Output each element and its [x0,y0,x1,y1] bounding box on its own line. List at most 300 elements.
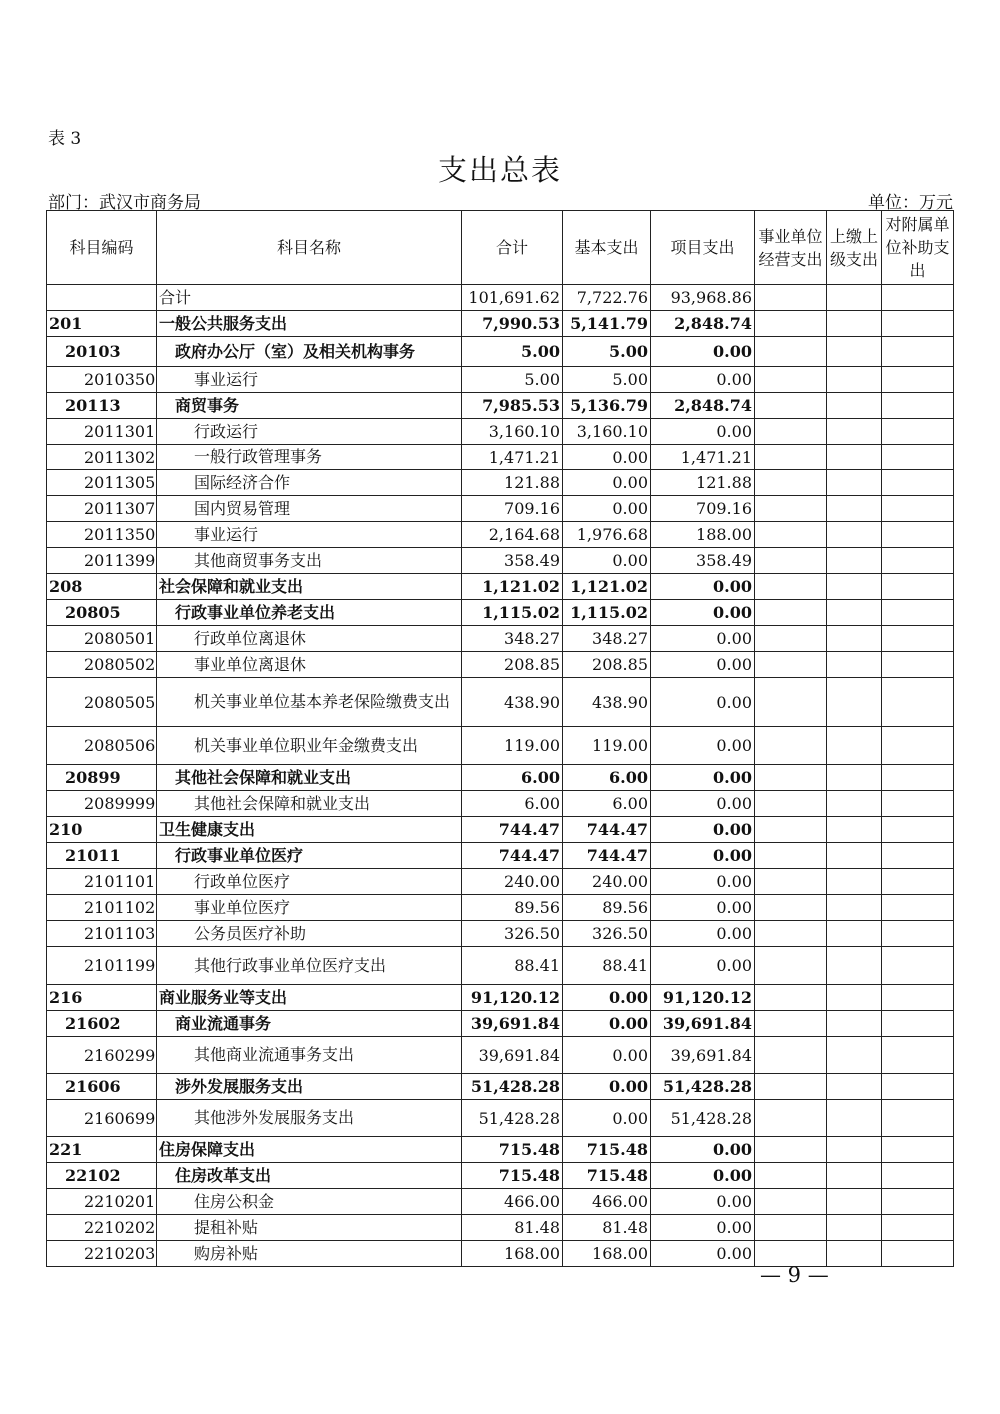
cell-code: 2080506 [47,727,157,765]
cell-business [755,1011,827,1037]
cell-total: 709.16 [462,496,563,522]
cell-code: 20113 [47,393,157,419]
cell-business [755,600,827,626]
cell-business [755,419,827,445]
cell-total: 348.27 [462,626,563,652]
cell-name-text: 事业单位医疗 [194,897,291,917]
cell-project: 0.00 [651,1241,755,1267]
cell-business [755,626,827,652]
cell-basic: 744.47 [563,817,651,843]
table-row [47,1037,954,1074]
cell-subsidy [882,574,954,600]
col-header-basic: 基本支出 [563,211,651,285]
cell-project: 0.00 [651,869,755,895]
cell-business [755,869,827,895]
cell-remit [827,817,882,843]
cell-name-text: 一般行政管理事务 [194,447,323,466]
cell-total: 358.49 [462,548,563,574]
cell-remit [827,1074,882,1100]
cell-name [157,445,462,470]
cell-name-text: 提租补贴 [194,1217,259,1237]
cell-total: 89.56 [462,895,563,921]
cell-subsidy [882,921,954,947]
cell-remit [827,1189,882,1215]
cell-subsidy [882,522,954,548]
cell-project: 121.88 [651,470,755,496]
cell-code: 20805 [47,600,157,626]
cell-code: 2101103 [47,921,157,947]
cell-project: 1,471.21 [651,445,755,470]
cell-name [157,895,462,921]
cell-name-text: 购房补贴 [194,1243,259,1263]
cell-business [755,1189,827,1215]
cell-total: 7,990.53 [462,311,563,337]
cell-project: 0.00 [651,337,755,367]
table-row [47,445,954,470]
cell-name-text: 住房改革支出 [175,1165,272,1185]
cell-project: 0.00 [651,895,755,921]
cell-name-text: 公务员医疗补助 [194,923,307,943]
cell-name-text: 政府办公厅（室）及相关机构事务 [175,341,416,361]
cell-name [157,843,462,869]
table-row [47,311,954,337]
cell-remit [827,985,882,1011]
cell-business [755,367,827,393]
cell-code: 21606 [47,1074,157,1100]
cell-project: 51,428.28 [651,1100,755,1137]
table-header-row [47,211,954,285]
cell-business [755,1100,827,1137]
cell-total: 208.85 [462,652,563,678]
cell-remit [827,727,882,765]
cell-name-text: 住房保障支出 [159,1139,256,1159]
cell-remit [827,600,882,626]
table-label: 表 3 [48,129,82,149]
table-row [47,1189,954,1215]
cell-business [755,311,827,337]
cell-project: 0.00 [651,1137,755,1163]
col-header-total: 合计 [462,211,563,285]
cell-subsidy [882,1011,954,1037]
cell-project: 51,428.28 [651,1074,755,1100]
cell-subsidy [882,626,954,652]
cell-total: 715.48 [462,1163,563,1189]
cell-name-text: 其他社会保障和就业支出 [175,767,352,787]
cell-business [755,548,827,574]
cell-basic: 5.00 [563,337,651,367]
cell-name [157,947,462,985]
cell-business [755,1215,827,1241]
cell-code: 2011301 [47,419,157,445]
cell-project: 358.49 [651,548,755,574]
table-row [47,895,954,921]
unit-label: 单位：万元 [868,193,953,213]
cell-code: 2011302 [47,445,157,470]
cell-project: 0.00 [651,947,755,985]
cell-business [755,445,827,470]
cell-name-text: 其他社会保障和就业支出 [194,793,371,813]
cell-basic: 744.47 [563,843,651,869]
cell-code: 216 [47,985,157,1011]
cell-remit [827,843,882,869]
cell-project: 2,848.74 [651,393,755,419]
cell-name-text: 行政事业单位养老支出 [175,602,336,622]
cell-business [755,1037,827,1074]
cell-basic: 438.90 [563,678,651,727]
page-title: 支出总表 [437,153,562,187]
cell-business [755,791,827,817]
cell-project: 93,968.86 [651,285,755,311]
cell-name-text: 卫生健康支出 [159,819,256,839]
cell-code: 22102 [47,1163,157,1189]
cell-code: 208 [47,574,157,600]
cell-remit [827,1100,882,1137]
cell-code: 201 [47,311,157,337]
cell-name [157,985,462,1011]
cell-basic: 0.00 [563,548,651,574]
cell-subsidy [882,1163,954,1189]
cell-total: 5.00 [462,337,563,367]
cell-basic: 0.00 [563,1074,651,1100]
cell-code: 2010350 [47,367,157,393]
cell-remit [827,765,882,791]
cell-remit [827,1241,882,1267]
cell-total: 121.88 [462,470,563,496]
expenditure-table [46,210,954,1267]
cell-basic: 1,976.68 [563,522,651,548]
table-row [47,1163,954,1189]
cell-business [755,678,827,727]
cell-remit [827,895,882,921]
cell-total: 438.90 [462,678,563,727]
cell-business [755,1137,827,1163]
cell-name [157,548,462,574]
cell-business [755,947,827,985]
table-row [47,496,954,522]
cell-business [755,1074,827,1100]
cell-project: 0.00 [651,843,755,869]
cell-name-text: 国际经济合作 [194,472,291,492]
cell-total: 6.00 [462,791,563,817]
cell-remit [827,869,882,895]
cell-name [157,574,462,600]
cell-total: 326.50 [462,921,563,947]
cell-basic: 6.00 [563,791,651,817]
table-row [47,921,954,947]
cell-name [157,921,462,947]
cell-subsidy [882,1215,954,1241]
table-row [47,574,954,600]
table-row [47,727,954,765]
cell-name-text: 机关事业单位职业年金缴费支出 [194,735,419,755]
cell-project: 0.00 [651,791,755,817]
cell-basic: 1,121.02 [563,574,651,600]
cell-basic: 0.00 [563,445,651,470]
cell-name-text: 社会保障和就业支出 [159,576,304,596]
cell-name [157,765,462,791]
cell-subsidy [882,1137,954,1163]
cell-total: 39,691.84 [462,1011,563,1037]
cell-name [157,522,462,548]
cell-business [755,921,827,947]
cell-name-text: 商业流通事务 [175,1013,272,1033]
cell-name-text: 其他商贸事务支出 [194,550,323,570]
cell-project: 0.00 [651,1163,755,1189]
cell-name [157,1037,462,1074]
cell-name-text: 行政单位离退休 [194,628,307,648]
cell-name-text: 国内贸易管理 [194,498,291,518]
cell-code: 221 [47,1137,157,1163]
cell-business [755,470,827,496]
cell-name [157,600,462,626]
cell-code: 2101102 [47,895,157,921]
cell-basic: 326.50 [563,921,651,947]
cell-basic: 81.48 [563,1215,651,1241]
cell-business [755,985,827,1011]
cell-basic: 0.00 [563,1011,651,1037]
cell-total: 51,428.28 [462,1100,563,1137]
cell-name [157,496,462,522]
cell-remit [827,678,882,727]
cell-remit [827,791,882,817]
cell-name [157,727,462,765]
cell-total: 51,428.28 [462,1074,563,1100]
cell-name [157,1100,462,1137]
col-header-project: 项目支出 [651,211,755,285]
cell-subsidy [882,393,954,419]
cell-name-text: 行政单位医疗 [194,871,291,891]
table-row [47,1011,954,1037]
cell-subsidy [882,869,954,895]
cell-name-text: 商业服务业等支出 [159,987,288,1007]
table-row [47,1074,954,1100]
cell-subsidy [882,470,954,496]
cell-project: 188.00 [651,522,755,548]
cell-business [755,843,827,869]
cell-project: 0.00 [651,921,755,947]
cell-basic: 5.00 [563,367,651,393]
cell-name [157,678,462,727]
cell-name [157,419,462,445]
table-row [47,985,954,1011]
table-row [47,337,954,367]
table-row [47,626,954,652]
cell-name-text: 行政事业单位医疗 [175,845,304,865]
cell-name [157,1074,462,1100]
cell-project: 0.00 [651,727,755,765]
table-row [47,470,954,496]
cell-project: 0.00 [651,817,755,843]
cell-project: 0.00 [651,419,755,445]
cell-basic: 5,136.79 [563,393,651,419]
cell-subsidy [882,817,954,843]
cell-name-text: 事业运行 [194,524,259,544]
cell-business [755,285,827,311]
cell-total: 101,691.62 [462,285,563,311]
cell-remit [827,1037,882,1074]
cell-remit [827,1137,882,1163]
cell-total: 744.47 [462,843,563,869]
cell-basic: 208.85 [563,652,651,678]
col-header-code: 科目编码 [47,211,157,285]
cell-subsidy [882,496,954,522]
cell-basic: 0.00 [563,1037,651,1074]
table-row [47,765,954,791]
cell-basic: 5,141.79 [563,311,651,337]
cell-basic: 715.48 [563,1137,651,1163]
cell-basic: 0.00 [563,496,651,522]
cell-remit [827,921,882,947]
cell-code: 2089999 [47,791,157,817]
cell-business [755,727,827,765]
cell-name [157,791,462,817]
cell-remit [827,285,882,311]
cell-basic: 240.00 [563,869,651,895]
table-row [47,522,954,548]
cell-total: 6.00 [462,765,563,791]
cell-remit [827,947,882,985]
cell-business [755,496,827,522]
cell-total: 119.00 [462,727,563,765]
cell-basic: 0.00 [563,470,651,496]
table-row [47,791,954,817]
cell-name [157,367,462,393]
table-row [47,1100,954,1137]
table-row [47,548,954,574]
cell-basic: 466.00 [563,1189,651,1215]
cell-code: 2011350 [47,522,157,548]
cell-basic: 0.00 [563,1100,651,1137]
cell-business [755,765,827,791]
cell-name-text: 机关事业单位基本养老保险缴费支出 [194,692,451,711]
cell-name [157,393,462,419]
cell-project: 0.00 [651,600,755,626]
cell-name [157,626,462,652]
cell-remit [827,522,882,548]
cell-subsidy [882,1037,954,1074]
cell-remit [827,626,882,652]
cell-basic: 88.41 [563,947,651,985]
cell-remit [827,445,882,470]
cell-business [755,337,827,367]
cell-project: 0.00 [651,367,755,393]
table-row [47,947,954,985]
cell-business [755,652,827,678]
cell-total: 1,121.02 [462,574,563,600]
cell-name [157,1241,462,1267]
cell-remit [827,419,882,445]
cell-code: 2080502 [47,652,157,678]
cell-total: 81.48 [462,1215,563,1241]
cell-code: 20899 [47,765,157,791]
cell-business [755,393,827,419]
table-body [47,285,954,1267]
cell-subsidy [882,765,954,791]
cell-business [755,817,827,843]
cell-name [157,1215,462,1241]
cell-subsidy [882,1189,954,1215]
cell-subsidy [882,311,954,337]
cell-code: 2080501 [47,626,157,652]
table-row [47,285,954,311]
col-header-name: 科目名称 [157,211,462,285]
cell-total: 1,471.21 [462,445,563,470]
cell-subsidy [882,1241,954,1267]
cell-project: 0.00 [651,1189,755,1215]
cell-remit [827,574,882,600]
cell-code: 21011 [47,843,157,869]
table-row [47,1215,954,1241]
cell-name [157,337,462,367]
table-row [47,869,954,895]
cell-project: 0.00 [651,1215,755,1241]
cell-project: 0.00 [651,678,755,727]
cell-subsidy [882,419,954,445]
cell-subsidy [882,947,954,985]
cell-code: 20103 [47,337,157,367]
cell-code: 2210203 [47,1241,157,1267]
cell-name-text: 涉外发展服务支出 [175,1076,304,1096]
cell-code: 21602 [47,1011,157,1037]
cell-remit [827,496,882,522]
cell-business [755,574,827,600]
col-header-business: 事业单位经营支出 [755,211,827,285]
cell-basic: 715.48 [563,1163,651,1189]
cell-project: 0.00 [651,574,755,600]
cell-code: 2101101 [47,869,157,895]
cell-remit [827,652,882,678]
cell-name-text: 事业运行 [194,369,259,389]
cell-code: 2160699 [47,1100,157,1137]
cell-basic: 3,160.10 [563,419,651,445]
cell-total: 466.00 [462,1189,563,1215]
cell-project: 2,848.74 [651,311,755,337]
table-row [47,843,954,869]
cell-total: 88.41 [462,947,563,985]
cell-subsidy [882,337,954,367]
cell-basic: 119.00 [563,727,651,765]
cell-code: 2080505 [47,678,157,727]
cell-total: 2,164.68 [462,522,563,548]
cell-remit [827,470,882,496]
cell-business [755,522,827,548]
cell-remit [827,367,882,393]
cell-subsidy [882,285,954,311]
col-header-subsidy: 对附属单位补助支出 [882,211,954,285]
cell-name [157,1163,462,1189]
cell-total: 5.00 [462,367,563,393]
cell-subsidy [882,600,954,626]
cell-basic: 348.27 [563,626,651,652]
cell-remit [827,337,882,367]
cell-subsidy [882,445,954,470]
table-row [47,367,954,393]
cell-name-text: 合计 [159,287,192,307]
cell-total: 168.00 [462,1241,563,1267]
cell-name-text: 一般公共服务支出 [159,313,288,333]
cell-code: 2101199 [47,947,157,985]
cell-name [157,1137,462,1163]
cell-subsidy [882,727,954,765]
cell-name [157,1189,462,1215]
cell-total: 744.47 [462,817,563,843]
table-row [47,1137,954,1163]
cell-basic: 0.00 [563,985,651,1011]
cell-remit [827,1011,882,1037]
cell-code: 2160299 [47,1037,157,1074]
table-row [47,678,954,727]
cell-business [755,1163,827,1189]
